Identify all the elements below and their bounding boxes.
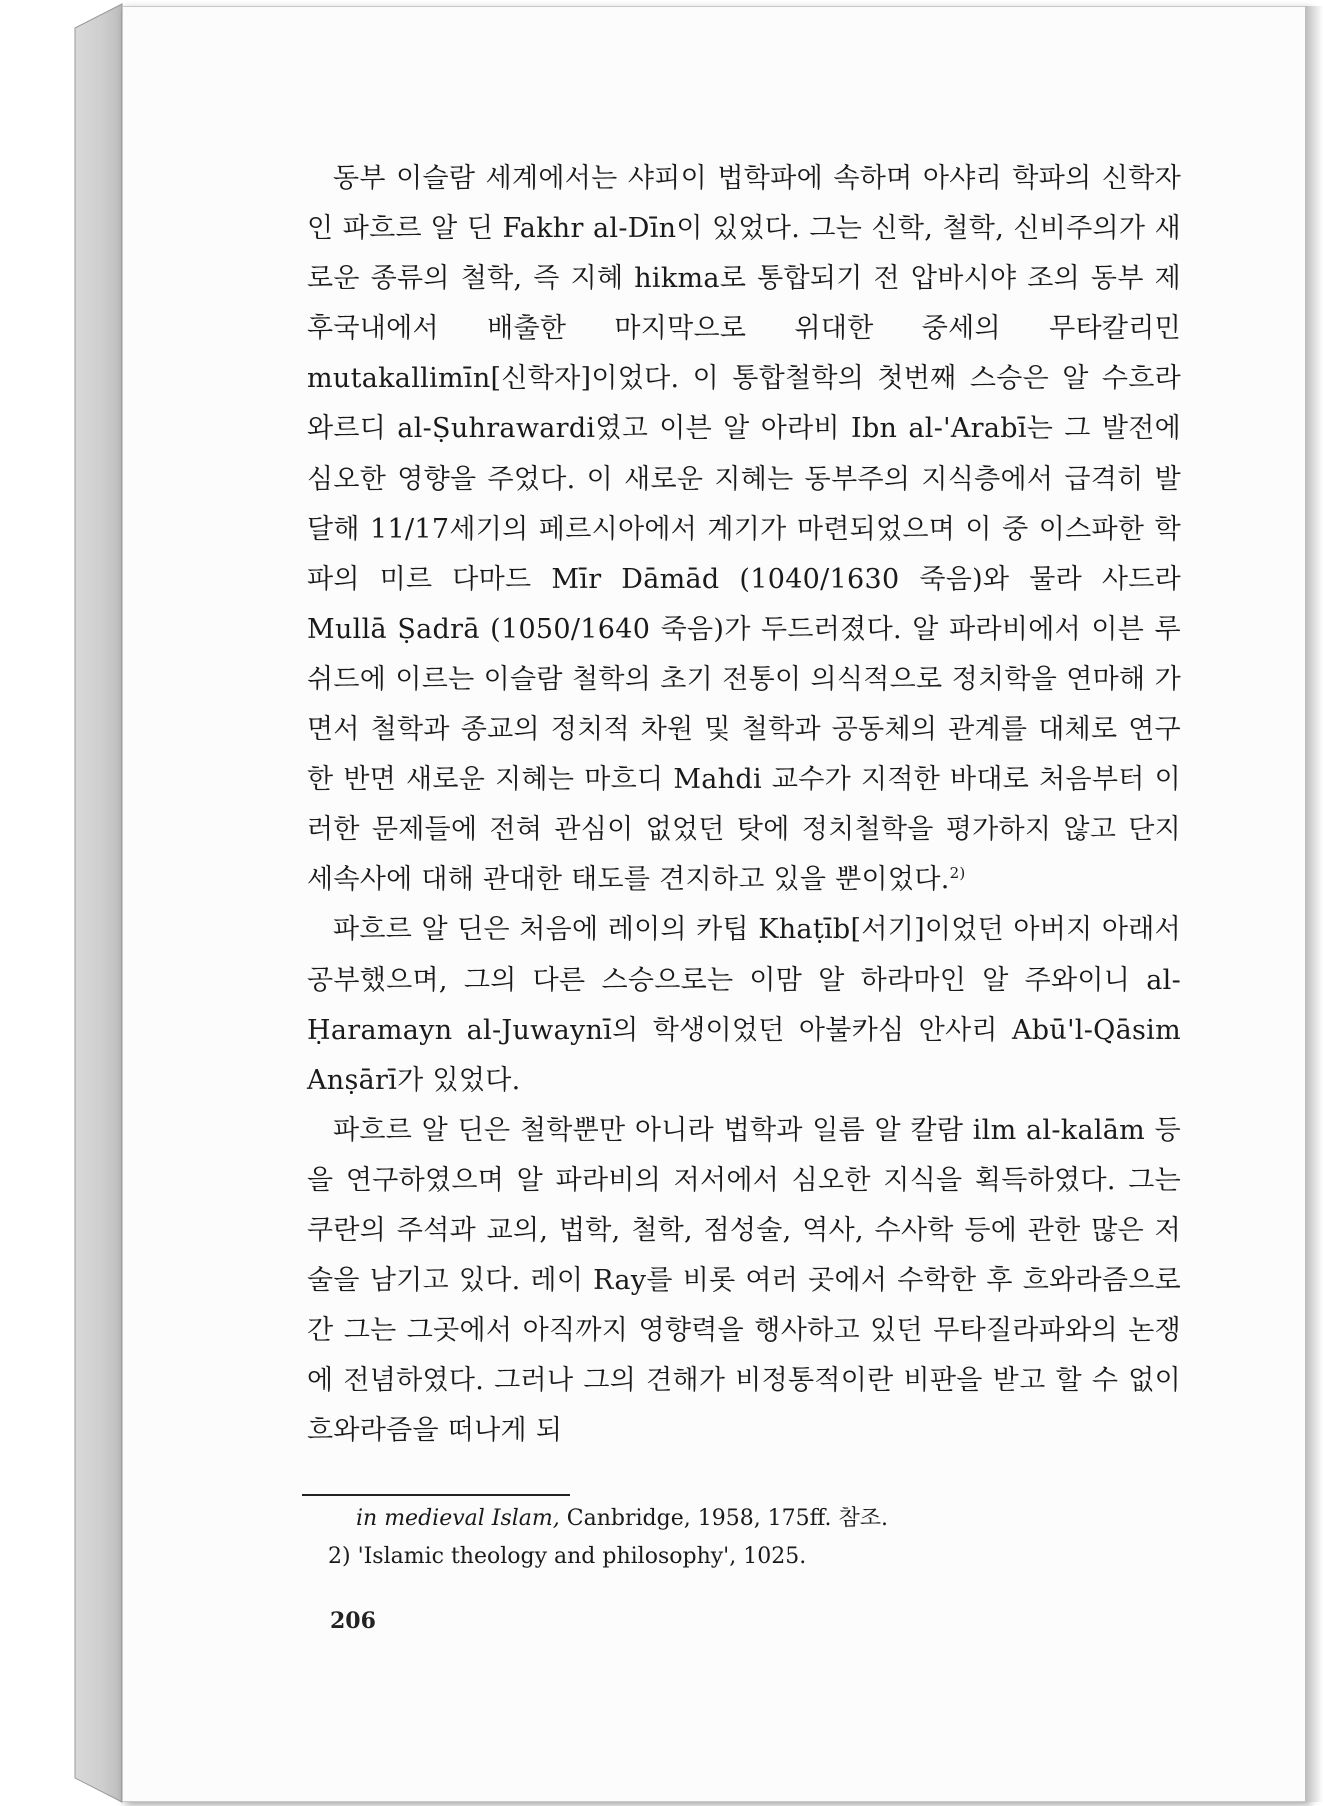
page-edge-shadow xyxy=(1305,0,1323,1806)
paragraph: 파흐르 알 딘은 철학뿐만 아니라 법학과 일름 알 칼람 ilm al-kalām 등을 연구하였으며 알 파라비의 저서에서 심오한 지식을 획득하였다. 그는 쿠란의 주석과 교의, 법학, 철학, 점성술, 역사, 수사학 등에 관한 많은 저술을 남기고 있다. 레이 Ray를 비롯 여러 곳에서 수학한 후 흐와라즘으로 간 그는 그곳에서 아직까지 영향력을 행사하고 있던 무타질라파와의 논쟁에 전념하였다. 그러나 그의 견해가 비정통적이란 비판을 받고 할 수 없이 흐와라즘을 떠나게 되 xyxy=(307,1114,1181,1447)
footnotes xyxy=(328,1500,1188,1576)
book-spine xyxy=(0,0,140,1806)
footnote-italic-text: in medieval Islam, xyxy=(356,1506,560,1531)
paragraph xyxy=(307,154,1181,905)
paragraph: 파흐르 알 딘은 처음에 레이의 카팁 Khaṭīb[서기]이었던 아버지 아래서 공부했으며, 그의 다른 스승으로는 이맘 알 하라마인 알 주와이니 al-Ḥaramayn al-Juwaynī의 학생이었던 아불카심 안사리 Abū'l-Qāsim Anṣārī가 있었다. xyxy=(307,914,1181,1096)
footnote-reference: 2) xyxy=(949,864,966,883)
footnote-text: Canbridge, 1958, 175ff. 참조. xyxy=(559,1506,888,1531)
page-number: 206 xyxy=(330,1608,376,1634)
footnote-continuation xyxy=(328,1500,1188,1538)
paragraph-text: 동부 이슬람 세계에서는 샤피이 법학파에 속하며 아샤리 학파의 신학자인 파흐르 알 딘 Fakhr al-Dīn이 있었다. 그는 신학, 철학, 신비주의가 새로운 종류의 철학, 즉 지혜 hikma로 통합되기 전 압바시야 조의 동부 제후국내에서 배출한 마지막으로 위대한 중세의 무타칼리민 mutakallimīn[신학자]이었다. 이 통합철학의 첫번째 스승은 알 수흐라와르디 al-Ṣuhrawardi였고 이븐 알 아라비 Ibn al-'Arabī는 그 발전에 심오한 영향을 주었다. 이 새로운 지혜는 동부주의 지식층에서 급격히 발달해 11/17세기의 페르시아에서 계기가 마련되었으며 이 중 이스파한 학파의 미르 다마드 Mīr Dāmād (1040/1630 죽음)와 물라 사드라 Mullā Ṣadrā (1050/1640 죽음)가 두드러졌다. 알 파라비에서 이븐 루쉬드에 이르는 이슬람 철학의 초기 전통이 의식적으로 정치학을 연마해 가면서 철학과 종교의 정치적 차원 및 철학과 공동체의 관계를 대체로 연구한 반면 새로운 지혜는 마흐디 Mahdi 교수가 지적한 바대로 처음부터 이러한 문제들에 전혀 관심이 없었던 탓에 정치철학을 평가하지 않고 단지 세속사에 대해 관대한 태도를 견지하고 있을 뿐이었다. xyxy=(307,163,1181,896)
footnote-divider xyxy=(302,1494,570,1496)
body-text xyxy=(307,154,1181,1456)
footnote-2: 2) 'Islamic theology and philosophy', 1025. xyxy=(328,1544,807,1569)
